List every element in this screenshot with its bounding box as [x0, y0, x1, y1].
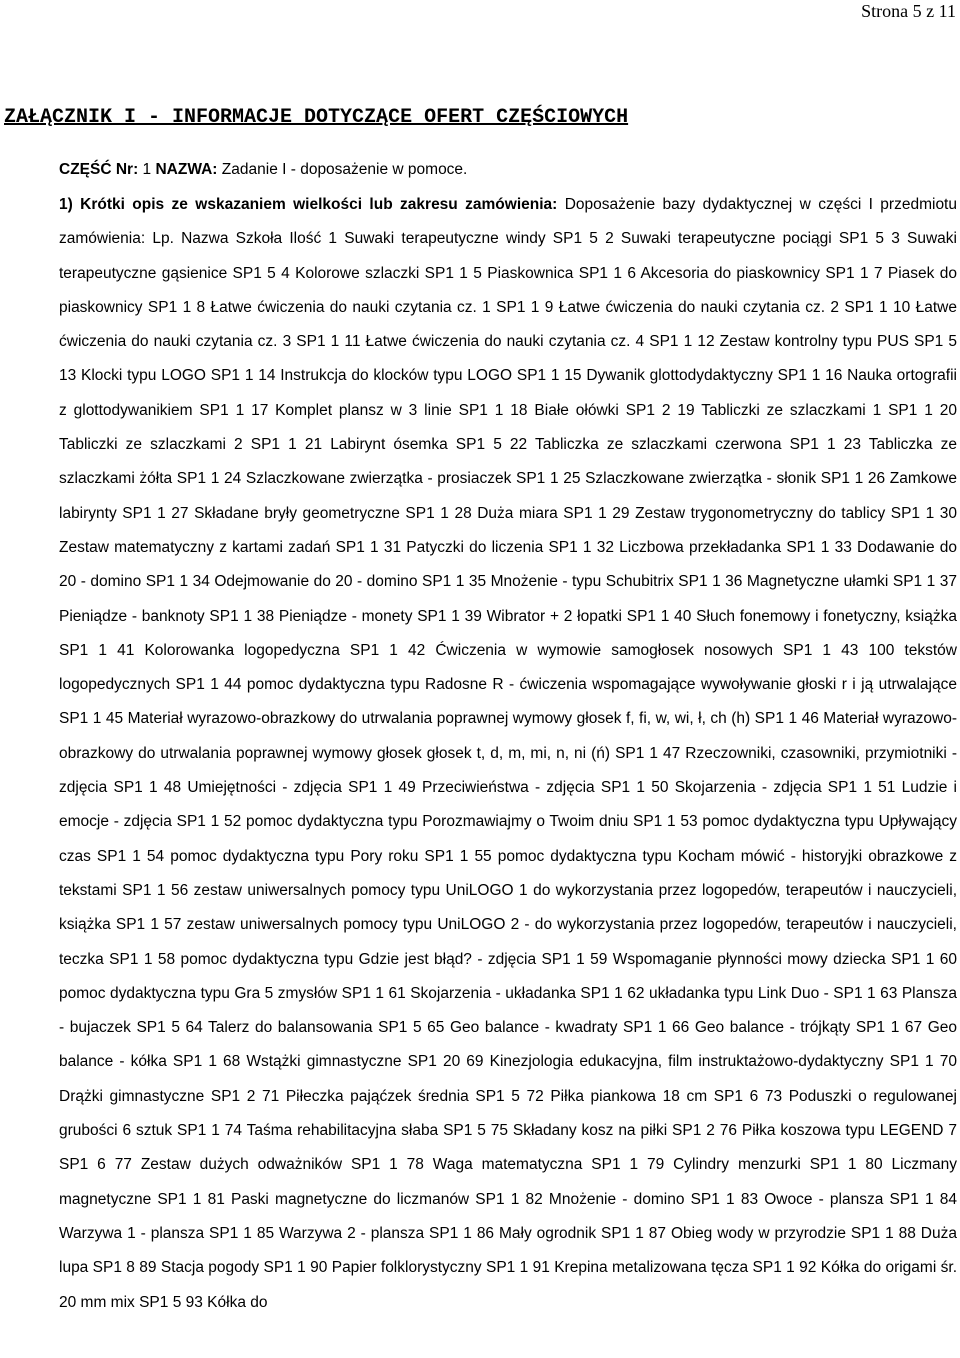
annex-heading: ZAŁĄCZNIK I - INFORMACJE DOTYCZĄCE OFERT CZĘŚCIOWYCH: [4, 106, 629, 129]
page-number: Strona 5 z 11: [861, 1, 956, 21]
part-line: [59, 160, 467, 180]
part-number-label: CZĘŚĆ Nr:: [59, 161, 139, 178]
part-name: Zadanie I - doposażenie w pomoce.: [221, 161, 468, 178]
description-text: Doposażenie bazy dydaktycznej w części I przedmiotu zamówienia: Lp. Nazwa Szkoła Ilość 1 Suwaki terapeutyczne windy SP1 5 2 Suwaki terapeutyczne pociągi SP1 5 3 Suwaki terapeutyczne gąsienice SP1 5 4 Kolorowe szlaczki SP1 1 5 Piaskownica SP1 1 6 Akcesoria do piaskownicy SP1 1 7 Piasek do piaskownicy SP1 1 8 Łatwe ćwiczenia do nauki czytania cz. 1 SP1 1 9 Łatwe ćwiczenia do nauki czytania cz. 2 SP1 1 10 Łatwe ćwiczenia do nauki czytania cz. 3 SP1 1 11 Łatwe ćwiczenia do nauki czytania cz. 4 SP1 1 12 Zestaw kontrolny typu PUS SP1 5 13 Klocki typu LOGO SP1 1 14 Instrukcja do klocków typu LOGO SP1 1 15 Dywanik glottodydaktyczny SP1 1 16 Nauka ortografii z glottodywanikiem SP1 1 17 Komplet plansz w 3 linie SP1 1 18 Białe ołówki SP1 2 19 Tabliczki ze szlaczkami 1 SP1 1 20 Tabliczki ze szlaczkami 2 SP1 1 21 Labirynt ósemka SP1 5 22 Tabliczka ze szlaczkami czerwona SP1 1 23 Tabliczka ze szlaczkami żółta SP1 1 24 Szlaczkowane zwierzątka - prosiaczek SP1 1 25 Szlaczkowane zwierzątka - słonik SP1 1 26 Zamkowe labirynty SP1 1 27 Składane bryły geometryczne SP1 1 28 Duża miara SP1 1 29 Zestaw trygonometryczny do tablicy SP1 1 30 Zestaw matematyczny z kartami zadań SP1 1 31 Patyczki do liczenia SP1 1 32 Liczbowa przekładanka SP1 1 33 Dodawanie do 20 - domino SP1 1 34 Odejmowanie do 20 - domino SP1 1 35 Mnożenie - typu Schubitrix SP1 1 36 Magnetyczne ułamki SP1 1 37 Pieniądze - banknoty SP1 1 38 Pieniądze - monety SP1 1 39 Wibrator + 2 łopatki SP1 1 40 Słuch fonemowy i fonetyczny, książka SP1 1 41 Kolorowanka logopedyczna SP1 1 42 Ćwiczenia w wymowie samogłosek nosowych SP1 1 43 100 tekstów logopedycznych SP1 1 44 pomoc dydaktyczna typu Radosne R - ćwiczenia wspomagające wywoływanie głoski r i ją utrwalające SP1 1 45 Materiał wyrazowo-obrazkowy do utrwalania poprawnej wymowy głosek f, fi, w, wi, ł, ch (h) SP1 1 46 Materiał wyrazowo-obrazkowy do utrwalania poprawnej wymowy głosek głosek t, d, m, mi, n, ni (ń) SP1 1 47 Rzeczowniki, czasowniki, przymiotniki - zdjęcia SP1 1 48 Umiejętności - zdjęcia SP1 1 49 Przeciwieństwa - zdjęcia SP1 1 50 Skojarzenia - zdjęcia SP1 1 51 Ludzie i emocje - zdjęcia SP1 1 52 pomoc dydaktyczna typu Porozmawiajmy o Twoim dniu SP1 1 53 pomoc dydaktyczna typu Upływający czas SP1 1 54 pomoc dydaktyczna typu Pory roku SP1 1 55 pomoc dydaktyczna typu Kocham mówić - historyjki obrazkowe z tekstami SP1 1 56 zestaw uniwersalnych pomocy typu UniLOGO 1 do wykorzystania przez logopedów, terapeutów i nauczycieli, książka SP1 1 57 zestaw uniwersalnych pomocy typu UniLOGO 2 - do wykorzystania przez logopedów, terapeutów i nauczycieli, teczka SP1 1 58 pomoc dydaktyczna typu Gdzie jest błąd? - zdjęcia SP1 1 59 Wspomaganie płynności mowy dziecka SP1 1 60 pomoc dydaktyczna typu Gra 5 zmysłów SP1 1 61 Skojarzenia - układanka SP1 1 62 układanka typu Link Duo - SP1 1 63 Plansza - bujaczek SP1 5 64 Talerz do balansowania SP1 5 65 Geo balance - kwadraty SP1 1 66 Geo balance - trójkąty SP1 1 67 Geo balance - kółka SP1 1 68 Wstążki gimnastyczne SP1 20 69 Kinezjologia edukacyjna, film instruktażowo-dydaktyczny SP1 1 70 Drążki gimnastyczne SP1 2 71 Piłeczka pająćzek średnia SP1 5 72 Piłka piankowa 18 cm SP1 6 73 Poduszki o regulowanej grubości 6 sztuk SP1 1 74 Taśma rehabilitacyjna słaba SP1 5 75 Składany kosz na piłki SP1 2 76 Piłka koszowa typu LEGEND 7 SP1 6 77 Zestaw dużych odważników SP1 1 78 Waga matematyczna SP1 1 79 Cylindry menzurki SP1 1 80 Liczmany magnetyczne SP1 1 81 Paski magnetyczne do liczmanów SP1 1 82 Mnożenie - domino SP1 1 83 Owoce - plansza SP1 1 84 Warzywa 1 - plansza SP1 1 85 Warzywa 2 - plansza SP1 1 86 Mały ogrodnik SP1 1 87 Obieg wody w przyrodzie SP1 1 88 Duża lupa SP1 8 89 Stacja pogody SP1 1 90 Papier folklorystyczny SP1 1 91 Krepina metalizowana tęcza SP1 1 92 Kółka do origami śr. 20 mm mix SP1 5 93 Kółka do: [59, 196, 957, 1311]
description-label: 1) Krótki opis ze wskazaniem wielkości lub zakresu zamówienia:: [59, 196, 558, 213]
part-number: 1: [142, 161, 152, 178]
description-paragraph: [59, 188, 957, 1320]
part-name-label: NAZWA:: [155, 161, 218, 178]
